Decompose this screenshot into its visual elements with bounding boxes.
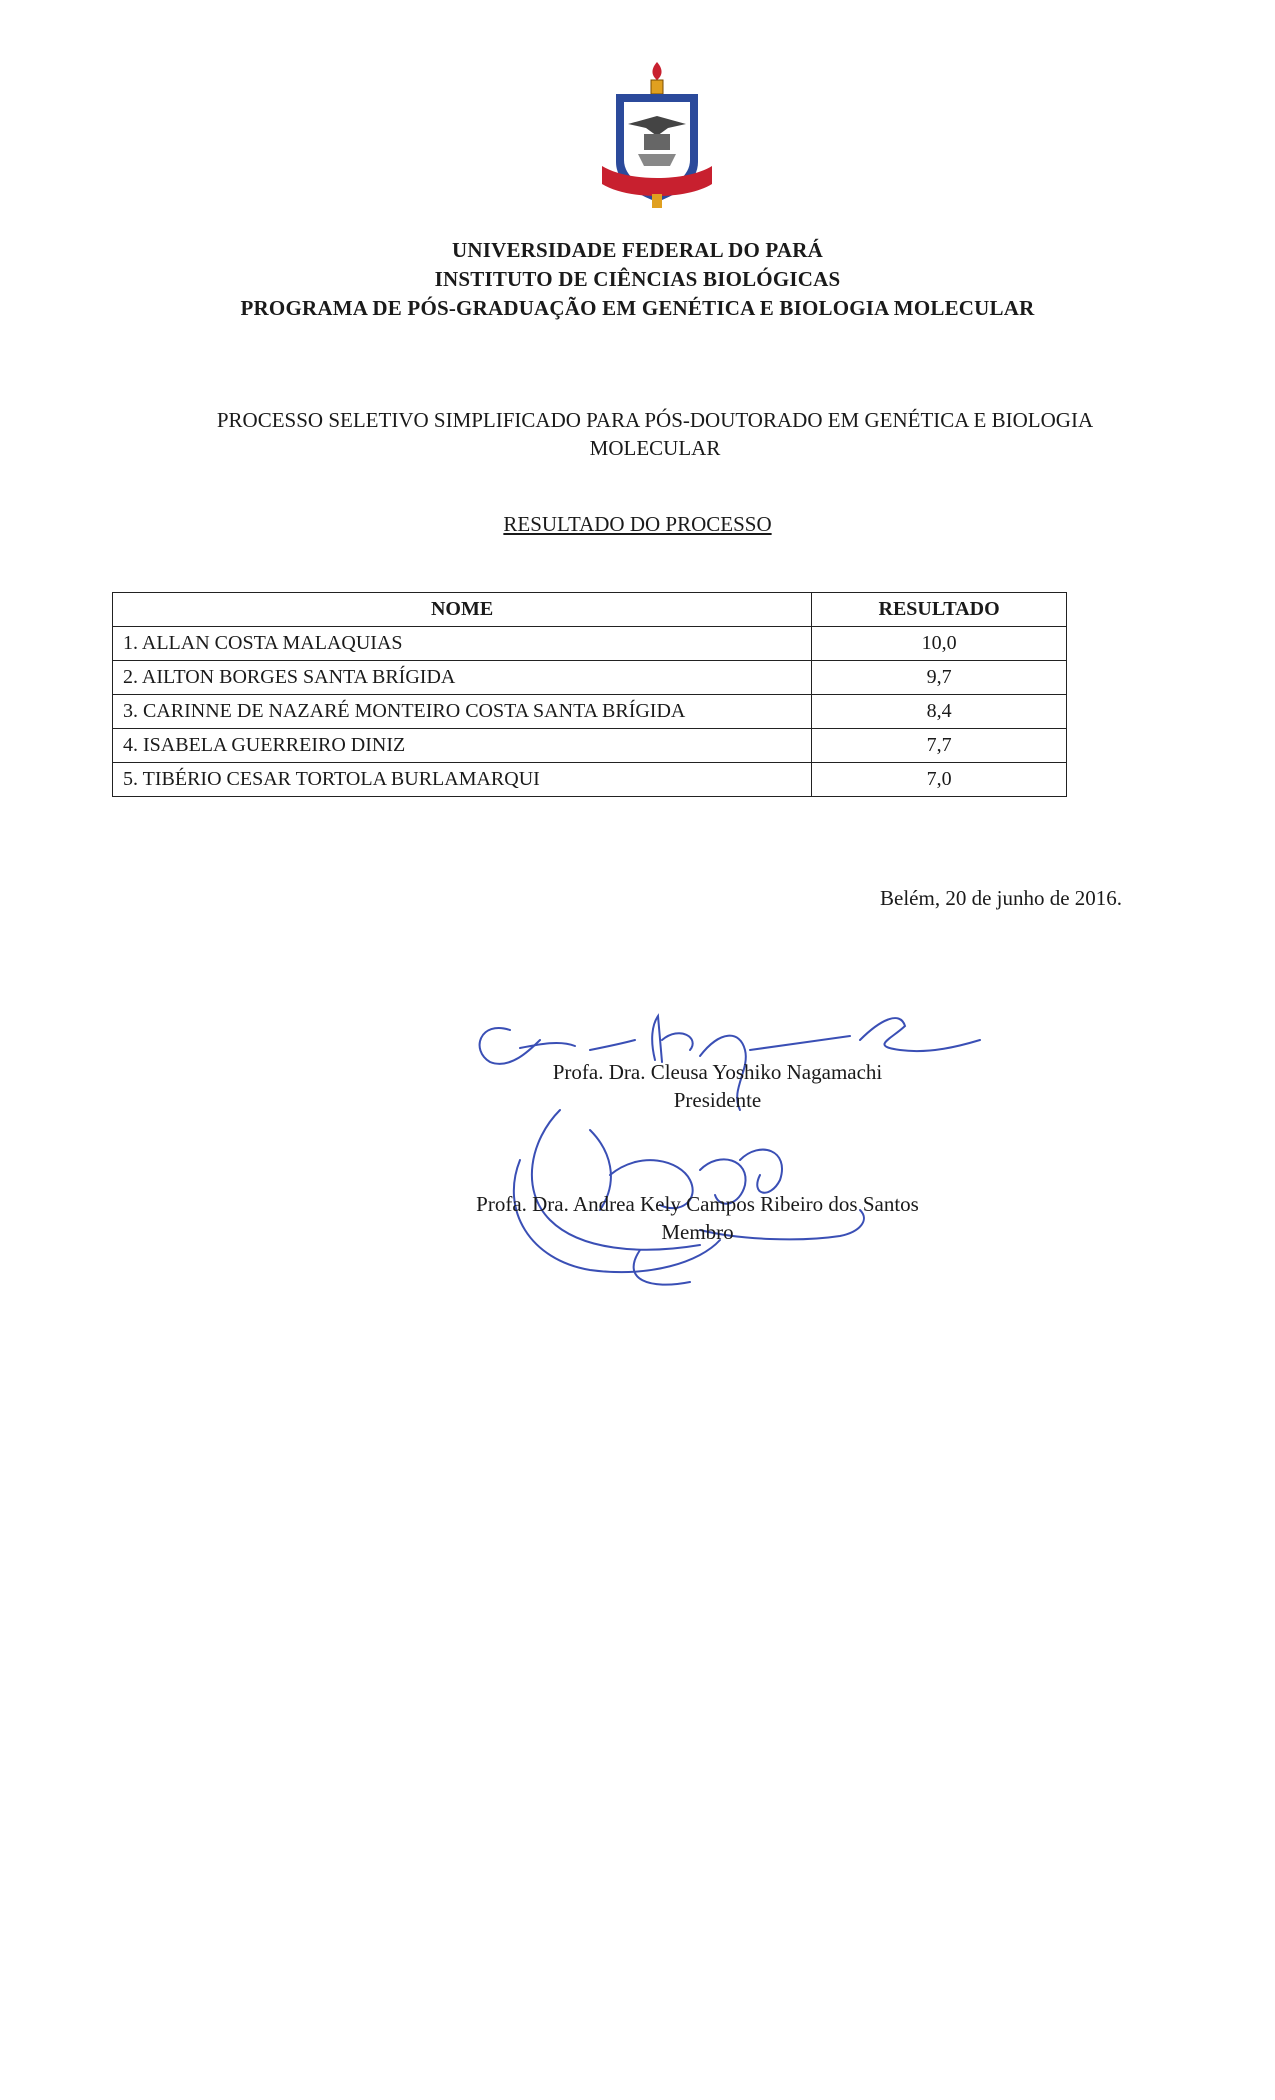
table-row <box>113 763 1067 797</box>
signatory-1-role: Presidente <box>673 1088 762 1112</box>
table-row <box>113 729 1067 763</box>
candidate-name: 3. CARINNE DE NAZARÉ MONTEIRO COSTA SANTA BRÍGIDA <box>113 695 812 729</box>
signatory-2-role: Membro <box>661 1220 734 1244</box>
candidate-score: 8,4 <box>812 695 1067 729</box>
column-header-result: RESULTADO <box>812 593 1067 627</box>
date-line: Belém, 20 de junho de 2016. <box>880 886 1123 910</box>
candidate-name: 4. ISABELA GUERREIRO DINIZ <box>113 729 812 763</box>
university-name: UNIVERSIDADE FEDERAL DO PARÁ <box>452 238 823 262</box>
process-title: PROCESSO SELETIVO SIMPLIFICADO PARA PÓS-DOUTORADO EM GENÉTICA E BIOLOGIA MOLECULAR <box>216 408 1094 460</box>
table-header-row <box>113 593 1067 627</box>
candidate-score: 9,7 <box>812 661 1067 695</box>
table-row <box>113 661 1067 695</box>
table-row <box>113 627 1067 661</box>
results-table <box>112 592 1067 797</box>
signatory-1-name: Profa. Dra. Cleusa Yoshiko Nagamachi <box>552 1060 883 1084</box>
table-row <box>113 695 1067 729</box>
column-header-name: NOME <box>113 593 812 627</box>
institute-name: INSTITUTO DE CIÊNCIAS BIOLÓGICAS <box>434 267 841 291</box>
candidate-score: 7,7 <box>812 729 1067 763</box>
program-name: PROGRAMA DE PÓS-GRADUAÇÃO EM GENÉTICA E BIOLOGIA MOLECULAR <box>240 296 1035 320</box>
candidate-name: 1. ALLAN COSTA MALAQUIAS <box>113 627 812 661</box>
candidate-name: 5. TIBÉRIO CESAR TORTOLA BURLAMARQUI <box>113 763 812 797</box>
candidate-name: 2. AILTON BORGES SANTA BRÍGIDA <box>113 661 812 695</box>
signatory-2-name: Profa. Dra. Andrea Kely Campos Ribeiro dos Santos <box>476 1192 919 1216</box>
candidate-score: 7,0 <box>812 763 1067 797</box>
result-heading: RESULTADO DO PROCESSO <box>503 512 772 536</box>
candidate-score: 10,0 <box>812 627 1067 661</box>
university-seal-logo <box>598 62 716 212</box>
